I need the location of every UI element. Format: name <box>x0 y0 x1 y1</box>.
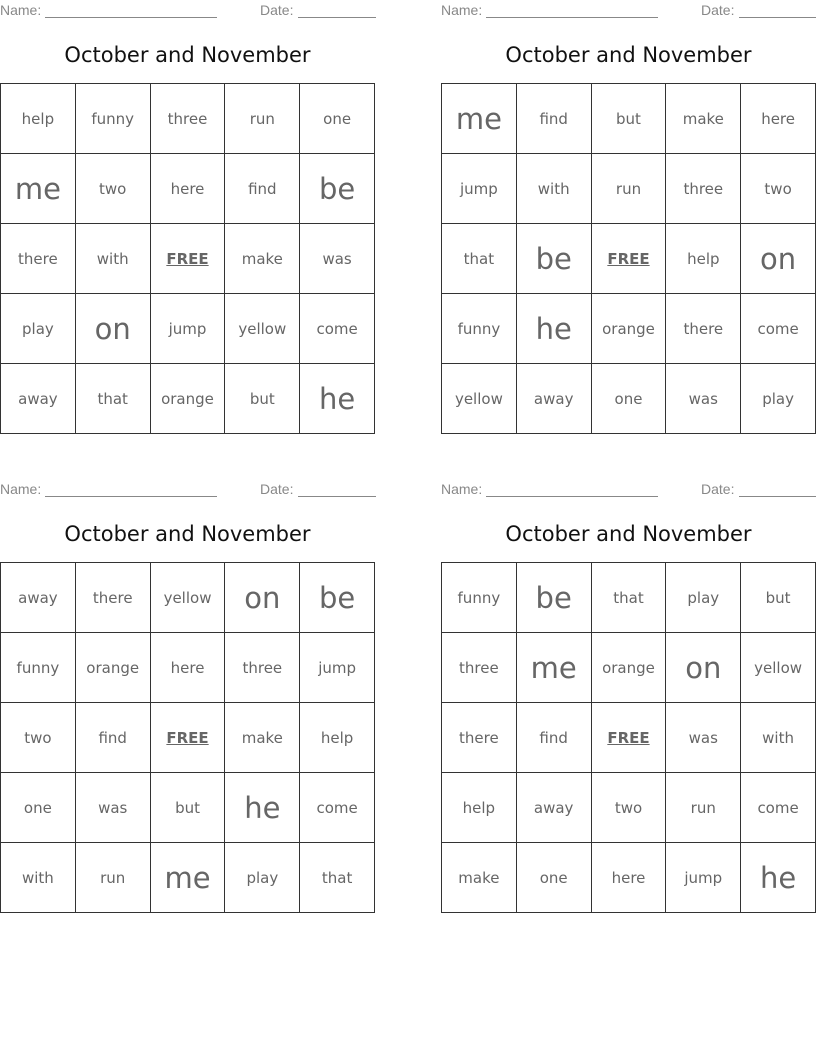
bingo-cell[interactable]: orange <box>75 633 150 703</box>
bingo-cell[interactable]: here <box>150 633 225 703</box>
bingo-cell[interactable]: funny <box>442 563 517 633</box>
card-title: October and November <box>505 522 752 546</box>
bingo-cell[interactable]: he <box>741 843 816 913</box>
card-title: October and November <box>64 43 311 67</box>
free-space[interactable]: FREE <box>591 224 666 294</box>
bingo-cell[interactable]: two <box>741 154 816 224</box>
bingo-cell[interactable]: help <box>442 773 517 843</box>
bingo-cell[interactable]: there <box>1 224 76 294</box>
grid-row <box>442 224 816 294</box>
bingo-cell[interactable]: be <box>300 563 375 633</box>
bingo-cell[interactable]: jump <box>150 294 225 364</box>
bingo-cell[interactable]: was <box>666 703 741 773</box>
bingo-cell[interactable]: funny <box>1 633 76 703</box>
bingo-cell[interactable]: be <box>300 154 375 224</box>
bingo-cell[interactable]: he <box>225 773 300 843</box>
bingo-cell[interactable]: away <box>516 773 591 843</box>
name-blank-line[interactable] <box>45 496 217 497</box>
free-space[interactable]: FREE <box>591 703 666 773</box>
date-label: Date: <box>701 2 735 18</box>
bingo-cell[interactable]: that <box>300 843 375 913</box>
bingo-cell[interactable]: was <box>300 224 375 294</box>
name-blank-line[interactable] <box>45 17 217 18</box>
bingo-cell[interactable]: funny <box>75 84 150 154</box>
bingo-cell[interactable]: make <box>442 843 517 913</box>
bingo-cell[interactable]: with <box>75 224 150 294</box>
grid-row <box>1 563 375 633</box>
bingo-cell[interactable]: one <box>1 773 76 843</box>
bingo-cell[interactable]: play <box>666 563 741 633</box>
bingo-cell[interactable]: he <box>300 364 375 434</box>
bingo-cell[interactable]: two <box>591 773 666 843</box>
bingo-cell[interactable]: there <box>666 294 741 364</box>
bingo-cell[interactable]: help <box>300 703 375 773</box>
bingo-cell[interactable]: jump <box>666 843 741 913</box>
date-blank-line[interactable] <box>298 496 376 497</box>
bingo-cell[interactable]: away <box>1 364 76 434</box>
bingo-cell[interactable]: make <box>225 224 300 294</box>
bingo-cell[interactable]: help <box>666 224 741 294</box>
bingo-cell[interactable]: with <box>741 703 816 773</box>
bingo-cell[interactable]: come <box>300 294 375 364</box>
name-blank-line[interactable] <box>486 17 658 18</box>
bingo-cell[interactable]: be <box>516 563 591 633</box>
bingo-cell[interactable]: on <box>225 563 300 633</box>
bingo-grid <box>441 562 816 913</box>
card-title: October and November <box>64 522 311 546</box>
bingo-cell[interactable]: here <box>591 843 666 913</box>
bingo-cell[interactable]: three <box>666 154 741 224</box>
name-blank-line[interactable] <box>486 496 658 497</box>
bingo-cell[interactable]: two <box>75 154 150 224</box>
bingo-cell[interactable]: but <box>150 773 225 843</box>
grid-row <box>1 154 375 224</box>
bingo-cell[interactable]: run <box>591 154 666 224</box>
bingo-cell[interactable]: that <box>442 224 517 294</box>
bingo-cell[interactable]: three <box>150 84 225 154</box>
bingo-cell[interactable]: but <box>741 563 816 633</box>
grid-row <box>1 294 375 364</box>
bingo-cell[interactable]: yellow <box>150 563 225 633</box>
date-blank-line[interactable] <box>298 17 376 18</box>
bingo-cell[interactable]: play <box>741 364 816 434</box>
bingo-cell[interactable]: me <box>1 154 76 224</box>
name-label: Name: <box>0 2 42 18</box>
card-header <box>0 481 375 499</box>
bingo-cell[interactable]: one <box>516 843 591 913</box>
date-blank-line[interactable] <box>739 17 816 18</box>
grid-row <box>442 633 816 703</box>
bingo-cell[interactable]: make <box>666 84 741 154</box>
bingo-cell[interactable]: was <box>666 364 741 434</box>
card-header <box>441 2 816 20</box>
bingo-cell[interactable]: three <box>442 633 517 703</box>
bingo-cell[interactable]: three <box>225 633 300 703</box>
grid-row <box>442 154 816 224</box>
bingo-cell[interactable]: make <box>225 703 300 773</box>
bingo-cell[interactable]: on <box>75 294 150 364</box>
free-space[interactable]: FREE <box>150 703 225 773</box>
grid-row <box>442 294 816 364</box>
free-space[interactable]: FREE <box>150 224 225 294</box>
bingo-cell[interactable]: be <box>516 224 591 294</box>
name-label: Name: <box>0 481 42 497</box>
bingo-cell[interactable]: run <box>75 843 150 913</box>
grid-row <box>442 563 816 633</box>
grid-row <box>1 633 375 703</box>
bingo-cell[interactable]: but <box>225 364 300 434</box>
bingo-cell[interactable]: with <box>1 843 76 913</box>
bingo-grid <box>0 562 375 913</box>
grid-row <box>442 84 816 154</box>
bingo-cell[interactable]: yellow <box>741 633 816 703</box>
bingo-cell[interactable]: one <box>591 364 666 434</box>
bingo-cell[interactable]: come <box>741 773 816 843</box>
bingo-cell[interactable]: that <box>591 563 666 633</box>
bingo-cell[interactable]: there <box>75 563 150 633</box>
bingo-cell[interactable]: play <box>1 294 76 364</box>
grid-row <box>1 364 375 434</box>
bingo-cell[interactable]: here <box>150 154 225 224</box>
bingo-cell[interactable]: away <box>1 563 76 633</box>
bingo-cell[interactable]: one <box>300 84 375 154</box>
bingo-cell[interactable]: orange <box>591 633 666 703</box>
grid-row <box>442 843 816 913</box>
bingo-cell[interactable]: orange <box>591 294 666 364</box>
card-header <box>0 2 375 20</box>
date-label: Date: <box>260 481 294 497</box>
bingo-cell[interactable]: funny <box>442 294 517 364</box>
bingo-cell[interactable]: away <box>516 364 591 434</box>
date-label: Date: <box>701 481 735 497</box>
bingo-cell[interactable]: jump <box>300 633 375 703</box>
bingo-cell[interactable]: yellow <box>225 294 300 364</box>
bingo-cell[interactable]: here <box>741 84 816 154</box>
grid-row <box>442 773 816 843</box>
bingo-cell[interactable]: two <box>1 703 76 773</box>
bingo-grid <box>0 83 375 434</box>
bingo-grid <box>441 83 816 434</box>
bingo-cell[interactable]: with <box>516 154 591 224</box>
bingo-cell[interactable]: come <box>300 773 375 843</box>
bingo-cell[interactable]: run <box>666 773 741 843</box>
bingo-cell[interactable]: me <box>150 843 225 913</box>
name-label: Name: <box>441 2 483 18</box>
card-header <box>441 481 816 499</box>
bingo-cell[interactable]: was <box>75 773 150 843</box>
name-label: Name: <box>441 481 483 497</box>
date-label: Date: <box>260 2 294 18</box>
bingo-cell[interactable]: on <box>666 633 741 703</box>
grid-row <box>1 773 375 843</box>
bingo-cell[interactable]: that <box>75 364 150 434</box>
bingo-cell[interactable]: find <box>516 84 591 154</box>
bingo-cell[interactable]: find <box>75 703 150 773</box>
grid-row <box>442 703 816 773</box>
bingo-cell[interactable]: there <box>442 703 517 773</box>
bingo-cell[interactable]: me <box>442 84 517 154</box>
bingo-cell[interactable]: me <box>516 633 591 703</box>
grid-row <box>1 843 375 913</box>
bingo-cell[interactable]: jump <box>442 154 517 224</box>
grid-row <box>1 703 375 773</box>
date-blank-line[interactable] <box>739 496 816 497</box>
bingo-cell[interactable]: yellow <box>442 364 517 434</box>
bingo-cell[interactable]: on <box>741 224 816 294</box>
bingo-cell[interactable]: play <box>225 843 300 913</box>
grid-row <box>1 84 375 154</box>
bingo-cell[interactable]: orange <box>150 364 225 434</box>
bingo-cell[interactable]: he <box>516 294 591 364</box>
grid-row <box>442 364 816 434</box>
bingo-cell[interactable]: run <box>225 84 300 154</box>
bingo-cell[interactable]: but <box>591 84 666 154</box>
bingo-cell[interactable]: find <box>225 154 300 224</box>
bingo-cell[interactable]: come <box>741 294 816 364</box>
grid-row <box>1 224 375 294</box>
card-title: October and November <box>505 43 752 67</box>
bingo-cell[interactable]: find <box>516 703 591 773</box>
bingo-cell[interactable]: help <box>1 84 76 154</box>
